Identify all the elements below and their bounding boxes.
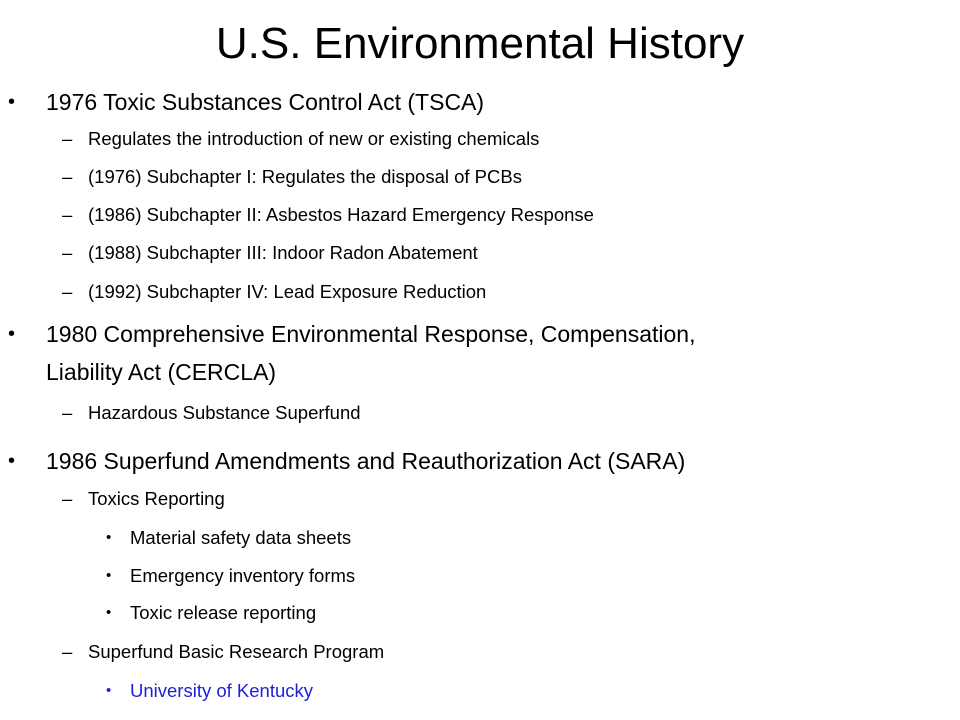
sub-item-text: Toxics Reporting: [88, 488, 225, 509]
dash-icon: –: [62, 281, 73, 302]
bullet-icon: •: [106, 567, 112, 584]
sub-sub-item-highlight: [106, 679, 910, 703]
sub-item: [62, 640, 928, 664]
sub-item: [62, 165, 928, 189]
sub-item-text: Superfund Basic Research Program: [88, 641, 385, 662]
dash-icon: –: [62, 242, 73, 263]
bullet-cercla-continued: [46, 358, 926, 387]
sub-item: [62, 401, 928, 425]
sub-item: [62, 487, 928, 511]
bullet-sara: [8, 447, 926, 476]
bullet-icon: •: [106, 604, 112, 621]
university-of-kentucky-text: University of Kentucky: [130, 680, 314, 701]
sub-item-text: (1988) Subchapter III: Indoor Radon Abatement: [88, 242, 478, 263]
slide-title: U.S. Environmental History: [215, 19, 745, 68]
sub-sub-item: [106, 564, 910, 588]
sub-item: [62, 241, 928, 265]
sub-sub-item-text: Emergency inventory forms: [130, 565, 356, 586]
dash-icon: –: [62, 204, 73, 225]
sub-item-text: Hazardous Substance Superfund: [88, 402, 361, 423]
bullet-text: 1986 Superfund Amendments and Reauthorization Act (SARA): [46, 448, 686, 474]
bullet-text-line1: 1980 Comprehensive Environmental Response, Compensation,: [46, 321, 696, 347]
sub-item: [62, 203, 928, 227]
sub-item-text: (1986) Subchapter II: Asbestos Hazard Emergency Response: [88, 204, 594, 225]
sub-sub-item-text: Material safety data sheets: [130, 527, 352, 548]
bullet-text: 1976 Toxic Substances Control Act (TSCA): [46, 89, 485, 115]
sub-item-text: (1976) Subchapter I: Regulates the disposal of PCBs: [88, 166, 522, 187]
bullet-icon: •: [8, 91, 16, 113]
bullet-icon: •: [8, 323, 16, 345]
bullet-icon: •: [8, 450, 16, 472]
dash-icon: –: [62, 402, 73, 423]
bullet-icon: •: [106, 529, 112, 546]
sub-sub-item-text: Toxic release reporting: [130, 602, 317, 623]
bullet-icon: •: [106, 682, 112, 699]
dash-icon: –: [62, 166, 73, 187]
sub-item: [62, 127, 928, 151]
sub-item-text: (1992) Subchapter IV: Lead Exposure Reduction: [88, 281, 487, 302]
dash-icon: –: [62, 641, 73, 662]
bullet-cercla: [8, 320, 926, 349]
bullet-tsca: [8, 88, 926, 117]
bullet-text-line2: Liability Act (CERCLA): [46, 359, 277, 385]
sub-sub-item: [106, 601, 910, 625]
sub-item-text: Regulates the introduction of new or existing chemicals: [88, 128, 540, 149]
sub-sub-item: [106, 526, 910, 550]
sub-item: [62, 280, 928, 304]
dash-icon: –: [62, 128, 73, 149]
dash-icon: –: [62, 488, 73, 509]
